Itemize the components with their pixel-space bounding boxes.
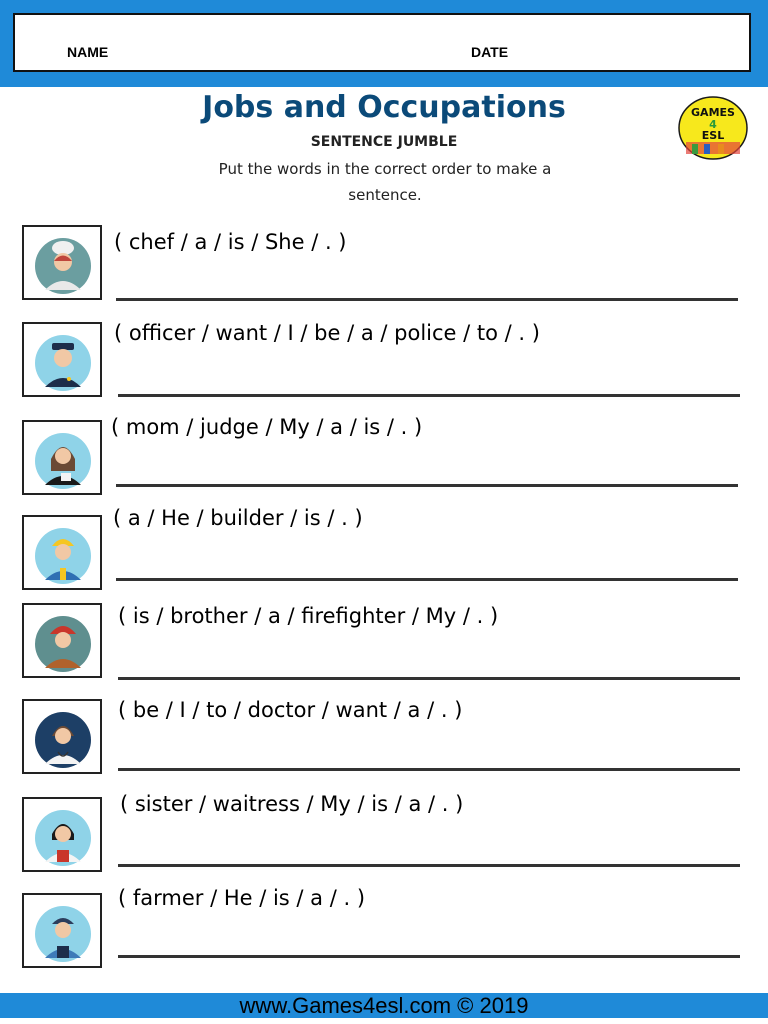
logo-text-esl: ESL (701, 129, 725, 142)
answer-line-6[interactable] (118, 768, 740, 771)
judge-icon (31, 429, 95, 489)
answer-line-5[interactable] (118, 677, 740, 680)
row-5-jumble: ( is / brother / a / firefighter / My / . ) (118, 604, 499, 628)
games4esl-logo (678, 96, 748, 160)
answer-line-2[interactable] (118, 394, 740, 397)
doctor-picture (22, 699, 102, 774)
police-picture (22, 322, 102, 397)
farmer-picture (22, 893, 102, 968)
instructions: Put the words in the correct order to make a sentence. (218, 160, 552, 204)
row-8-jumble: ( farmer / He / is / a / . ) (118, 886, 366, 910)
answer-line-7[interactable] (118, 864, 740, 867)
builder-picture (22, 515, 102, 590)
answer-line-8[interactable] (118, 955, 740, 958)
firefighter-picture (22, 603, 102, 678)
judge-picture (22, 420, 102, 495)
page-title: Jobs and Occupations (202, 90, 566, 125)
answer-line-3[interactable] (116, 484, 738, 487)
row-6-jumble: ( be / I / to / doctor / want / a / . ) (118, 698, 463, 722)
name-date-box (13, 13, 751, 72)
chef-picture (22, 225, 102, 300)
row-1-jumble: ( chef / a / is / She / . ) (114, 230, 347, 254)
row-7-jumble: ( sister / waitress / My / is / a / . ) (120, 792, 464, 816)
logo-text-4: 4 (709, 118, 717, 131)
builder-icon (31, 524, 95, 584)
footer-copyright: www.Games4esl.com © 2019 (239, 993, 529, 1018)
firefighter-icon (31, 612, 95, 672)
date-label: DATE (471, 44, 509, 60)
doctor-icon (31, 708, 95, 768)
row-2-jumble: ( officer / want / I / be / a / police / to / . ) (114, 321, 540, 345)
answer-line-1[interactable] (116, 298, 738, 301)
police-officer-icon (31, 331, 95, 391)
answer-line-4[interactable] (116, 578, 738, 581)
page-subtitle: SENTENCE JUMBLE (310, 134, 458, 150)
logo-text-games: GAMES (691, 106, 735, 119)
name-label: NAME (67, 44, 109, 60)
row-3-jumble: ( mom / judge / My / a / is / . ) (111, 415, 423, 439)
waitress-icon (31, 806, 95, 866)
chef-icon (31, 234, 95, 294)
waitress-picture (22, 797, 102, 872)
row-4-jumble: ( a / He / builder / is / . ) (113, 506, 363, 530)
farmer-icon (31, 902, 95, 962)
